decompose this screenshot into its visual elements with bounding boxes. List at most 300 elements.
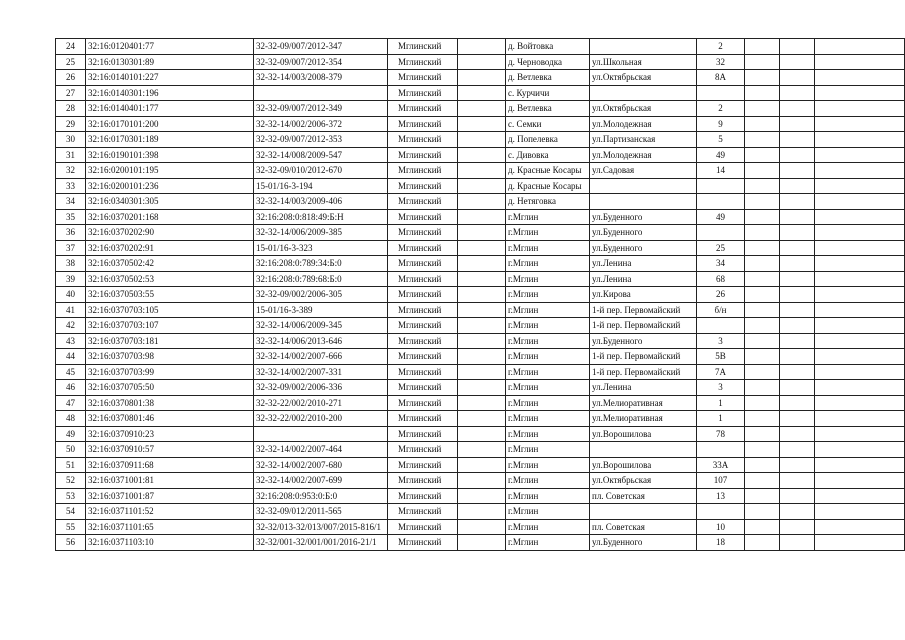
row-number: 46 bbox=[56, 380, 86, 396]
district: Мглинский bbox=[388, 85, 458, 101]
house-number: 32 bbox=[697, 54, 745, 70]
locality: г.Мглин bbox=[506, 473, 590, 489]
empty-cell bbox=[815, 519, 905, 535]
registration-number: 32-32-14/002/2007-680 bbox=[254, 457, 388, 473]
cadastral-number: 32:16:0371103:10 bbox=[86, 535, 254, 551]
cadastral-number: 32:16:0170101:200 bbox=[86, 116, 254, 132]
registration-number: 32:16:208:0:818:49:Б:Н bbox=[254, 209, 388, 225]
empty-cell bbox=[458, 178, 506, 194]
empty-cell bbox=[780, 132, 815, 148]
row-number: 52 bbox=[56, 473, 86, 489]
locality: г.Мглин bbox=[506, 504, 590, 520]
table-row bbox=[56, 85, 905, 101]
empty-cell bbox=[780, 271, 815, 287]
registration-number: 32-32-09/010/2012-670 bbox=[254, 163, 388, 179]
row-number: 43 bbox=[56, 333, 86, 349]
cadastral-number: 32:16:0370911:68 bbox=[86, 457, 254, 473]
empty-cell bbox=[745, 333, 780, 349]
empty-cell bbox=[458, 271, 506, 287]
house-number: 2 bbox=[697, 101, 745, 117]
registration-number: 32-32-09/007/2012-353 bbox=[254, 132, 388, 148]
locality: г.Мглин bbox=[506, 302, 590, 318]
empty-cell bbox=[458, 302, 506, 318]
house-number: 14 bbox=[697, 163, 745, 179]
table-row bbox=[56, 395, 905, 411]
row-number: 29 bbox=[56, 116, 86, 132]
cadastral-number: 32:16:0370202:90 bbox=[86, 225, 254, 241]
locality: г.Мглин bbox=[506, 256, 590, 272]
registration-number: 32:16:208:0:789:34:Б:0 bbox=[254, 256, 388, 272]
house-number bbox=[697, 442, 745, 458]
locality: г.Мглин bbox=[506, 380, 590, 396]
empty-cell bbox=[745, 194, 780, 210]
row-number: 35 bbox=[56, 209, 86, 225]
locality: с. Семки bbox=[506, 116, 590, 132]
district: Мглинский bbox=[388, 101, 458, 117]
registration-number: 32-32-14/006/2009-385 bbox=[254, 225, 388, 241]
empty-cell bbox=[458, 209, 506, 225]
locality: с. Дивовка bbox=[506, 147, 590, 163]
house-number: 13 bbox=[697, 488, 745, 504]
locality: г.Мглин bbox=[506, 426, 590, 442]
table-row bbox=[56, 70, 905, 86]
registration-number: 32-32-09/007/2012-349 bbox=[254, 101, 388, 117]
table-row bbox=[56, 535, 905, 551]
district: Мглинский bbox=[388, 488, 458, 504]
table-row bbox=[56, 39, 905, 55]
table-row bbox=[56, 194, 905, 210]
cadastral-number: 32:16:0370703:105 bbox=[86, 302, 254, 318]
district: Мглинский bbox=[388, 256, 458, 272]
street: пл. Советская bbox=[590, 519, 697, 535]
cadastral-number: 32:16:0370703:99 bbox=[86, 364, 254, 380]
street: ул.Буденного bbox=[590, 333, 697, 349]
row-number: 37 bbox=[56, 240, 86, 256]
table-row bbox=[56, 349, 905, 365]
empty-cell bbox=[815, 535, 905, 551]
empty-cell bbox=[780, 395, 815, 411]
empty-cell bbox=[780, 116, 815, 132]
row-number: 24 bbox=[56, 39, 86, 55]
empty-cell bbox=[458, 333, 506, 349]
table-row bbox=[56, 256, 905, 272]
empty-cell bbox=[815, 504, 905, 520]
empty-cell bbox=[745, 271, 780, 287]
locality: г.Мглин bbox=[506, 535, 590, 551]
street bbox=[590, 194, 697, 210]
registration-number: 32-32-14/002/2007-331 bbox=[254, 364, 388, 380]
cadastral-number: 32:16:0370703:98 bbox=[86, 349, 254, 365]
district: Мглинский bbox=[388, 504, 458, 520]
empty-cell bbox=[780, 473, 815, 489]
cadastral-number: 32:16:0370502:53 bbox=[86, 271, 254, 287]
locality: д. Войтовка bbox=[506, 39, 590, 55]
cadastral-number: 32:16:0370910:57 bbox=[86, 442, 254, 458]
district: Мглинский bbox=[388, 116, 458, 132]
empty-cell bbox=[815, 194, 905, 210]
empty-cell bbox=[780, 426, 815, 442]
empty-cell bbox=[458, 442, 506, 458]
empty-cell bbox=[458, 318, 506, 334]
house-number: 49 bbox=[697, 209, 745, 225]
street: ул.Молодежная bbox=[590, 147, 697, 163]
locality: г.Мглин bbox=[506, 457, 590, 473]
empty-cell bbox=[745, 287, 780, 303]
locality: д. Ветлевка bbox=[506, 70, 590, 86]
empty-cell bbox=[815, 147, 905, 163]
cadastral-number: 32:16:0130301:89 bbox=[86, 54, 254, 70]
empty-cell bbox=[815, 54, 905, 70]
empty-cell bbox=[745, 473, 780, 489]
empty-cell bbox=[780, 333, 815, 349]
empty-cell bbox=[458, 411, 506, 427]
row-number: 44 bbox=[56, 349, 86, 365]
table-row bbox=[56, 178, 905, 194]
table-row bbox=[56, 411, 905, 427]
registration-number: 32-32-14/006/2009-345 bbox=[254, 318, 388, 334]
street: ул.Октябрьская bbox=[590, 473, 697, 489]
district: Мглинский bbox=[388, 302, 458, 318]
empty-cell bbox=[780, 163, 815, 179]
row-number: 47 bbox=[56, 395, 86, 411]
locality: с. Курчичи bbox=[506, 85, 590, 101]
house-number: 68 bbox=[697, 271, 745, 287]
table-row bbox=[56, 116, 905, 132]
house-number: 26 bbox=[697, 287, 745, 303]
empty-cell bbox=[815, 240, 905, 256]
district: Мглинский bbox=[388, 240, 458, 256]
cadastral-number: 32:16:0170301:189 bbox=[86, 132, 254, 148]
empty-cell bbox=[815, 302, 905, 318]
empty-cell bbox=[458, 395, 506, 411]
cadastral-number: 32:16:0370703:107 bbox=[86, 318, 254, 334]
empty-cell bbox=[780, 302, 815, 318]
table-row bbox=[56, 442, 905, 458]
registration-number: 32-32-22/002/2010-271 bbox=[254, 395, 388, 411]
locality: г.Мглин bbox=[506, 349, 590, 365]
empty-cell bbox=[458, 163, 506, 179]
cadastral-number: 32:16:0371101:65 bbox=[86, 519, 254, 535]
empty-cell bbox=[815, 426, 905, 442]
table-row bbox=[56, 209, 905, 225]
district: Мглинский bbox=[388, 457, 458, 473]
empty-cell bbox=[780, 519, 815, 535]
locality: г.Мглин bbox=[506, 225, 590, 241]
house-number: 78 bbox=[697, 426, 745, 442]
table-row bbox=[56, 426, 905, 442]
empty-cell bbox=[780, 488, 815, 504]
row-number: 42 bbox=[56, 318, 86, 334]
empty-cell bbox=[745, 488, 780, 504]
cadastral-number: 32:16:0370703:181 bbox=[86, 333, 254, 349]
registration-number: 32-32-14/002/2007-699 bbox=[254, 473, 388, 489]
empty-cell bbox=[745, 380, 780, 396]
empty-cell bbox=[458, 147, 506, 163]
table-row bbox=[56, 271, 905, 287]
street: ул.Ленина bbox=[590, 256, 697, 272]
empty-cell bbox=[458, 287, 506, 303]
street: 1-й пер. Первомайский bbox=[590, 302, 697, 318]
table-row bbox=[56, 287, 905, 303]
empty-cell bbox=[780, 349, 815, 365]
cadastral-number: 32:16:0140401:177 bbox=[86, 101, 254, 117]
locality: д. Ветлевка bbox=[506, 101, 590, 117]
street: ул.Ленина bbox=[590, 380, 697, 396]
cadastral-number: 32:16:0370801:46 bbox=[86, 411, 254, 427]
empty-cell bbox=[458, 535, 506, 551]
street: ул.Буденного bbox=[590, 535, 697, 551]
row-number: 51 bbox=[56, 457, 86, 473]
empty-cell bbox=[458, 504, 506, 520]
house-number bbox=[697, 318, 745, 334]
empty-cell bbox=[458, 54, 506, 70]
empty-cell bbox=[815, 116, 905, 132]
street: ул.Кирова bbox=[590, 287, 697, 303]
empty-cell bbox=[780, 240, 815, 256]
house-number: 33А bbox=[697, 457, 745, 473]
empty-cell bbox=[815, 271, 905, 287]
registration-number: 32:16:208:0:953:0:Б:0 bbox=[254, 488, 388, 504]
cadastral-number: 32:16:0371101:52 bbox=[86, 504, 254, 520]
cadastral-number: 32:16:0140101:227 bbox=[86, 70, 254, 86]
house-number: 18 bbox=[697, 535, 745, 551]
row-number: 48 bbox=[56, 411, 86, 427]
table-row bbox=[56, 101, 905, 117]
table-row bbox=[56, 147, 905, 163]
empty-cell bbox=[458, 256, 506, 272]
empty-cell bbox=[458, 349, 506, 365]
registration-number: 32-32-09/002/2006-305 bbox=[254, 287, 388, 303]
district: Мглинский bbox=[388, 163, 458, 179]
row-number: 28 bbox=[56, 101, 86, 117]
locality: г.Мглин bbox=[506, 271, 590, 287]
house-number: 3 bbox=[697, 333, 745, 349]
house-number: 7А bbox=[697, 364, 745, 380]
street bbox=[590, 85, 697, 101]
row-number: 26 bbox=[56, 70, 86, 86]
cadastral-number: 32:16:0200101:195 bbox=[86, 163, 254, 179]
district: Мглинский bbox=[388, 333, 458, 349]
empty-cell bbox=[780, 318, 815, 334]
empty-cell bbox=[780, 209, 815, 225]
street: 1-й пер. Первомайский bbox=[590, 364, 697, 380]
empty-cell bbox=[815, 364, 905, 380]
empty-cell bbox=[780, 411, 815, 427]
empty-cell bbox=[745, 240, 780, 256]
street: ул.Ворошилова bbox=[590, 426, 697, 442]
registration-number bbox=[254, 426, 388, 442]
locality: д. Попелевка bbox=[506, 132, 590, 148]
locality: г.Мглин bbox=[506, 488, 590, 504]
street: пл. Советская bbox=[590, 488, 697, 504]
empty-cell bbox=[815, 39, 905, 55]
empty-cell bbox=[815, 411, 905, 427]
registration-number: 32-32-09/007/2012-347 bbox=[254, 39, 388, 55]
house-number: 3 bbox=[697, 380, 745, 396]
table-row bbox=[56, 240, 905, 256]
house-number: 49 bbox=[697, 147, 745, 163]
cadastral-number: 32:16:0120401:77 bbox=[86, 39, 254, 55]
house-number: 9 bbox=[697, 116, 745, 132]
empty-cell bbox=[745, 225, 780, 241]
locality: г.Мглин bbox=[506, 240, 590, 256]
locality: г.Мглин bbox=[506, 333, 590, 349]
locality: д. Красные Косары bbox=[506, 163, 590, 179]
locality: д. Черноводка bbox=[506, 54, 590, 70]
empty-cell bbox=[780, 194, 815, 210]
empty-cell bbox=[780, 256, 815, 272]
street: ул.Молодежная bbox=[590, 116, 697, 132]
row-number: 33 bbox=[56, 178, 86, 194]
registration-number: 32-32-14/003/2008-379 bbox=[254, 70, 388, 86]
table-row bbox=[56, 380, 905, 396]
empty-cell bbox=[815, 225, 905, 241]
empty-cell bbox=[458, 225, 506, 241]
empty-cell bbox=[745, 132, 780, 148]
row-number: 40 bbox=[56, 287, 86, 303]
table-row bbox=[56, 132, 905, 148]
street: ул.Садовая bbox=[590, 163, 697, 179]
district: Мглинский bbox=[388, 147, 458, 163]
cadastral-number: 32:16:0190101:398 bbox=[86, 147, 254, 163]
registration-number: 32-32-14/003/2009-406 bbox=[254, 194, 388, 210]
street bbox=[590, 504, 697, 520]
street: ул.Буденного bbox=[590, 240, 697, 256]
table-row bbox=[56, 318, 905, 334]
house-number: 25 bbox=[697, 240, 745, 256]
registration-number: 32-32/001-32/001/001/2016-21/1 bbox=[254, 535, 388, 551]
district: Мглинский bbox=[388, 364, 458, 380]
locality: г.Мглин bbox=[506, 364, 590, 380]
empty-cell bbox=[815, 70, 905, 86]
street: ул.Мелиоративная bbox=[590, 395, 697, 411]
house-number: 107 bbox=[697, 473, 745, 489]
row-number: 36 bbox=[56, 225, 86, 241]
locality: г.Мглин bbox=[506, 209, 590, 225]
table-row bbox=[56, 333, 905, 349]
empty-cell bbox=[745, 395, 780, 411]
empty-cell bbox=[745, 147, 780, 163]
cadastral-number: 32:16:0370910:23 bbox=[86, 426, 254, 442]
cadastral-number: 32:16:0371001:81 bbox=[86, 473, 254, 489]
empty-cell bbox=[780, 457, 815, 473]
locality: д. Нетяговка bbox=[506, 194, 590, 210]
empty-cell bbox=[458, 70, 506, 86]
row-number: 31 bbox=[56, 147, 86, 163]
house-number bbox=[697, 85, 745, 101]
registration-number: 32-32-14/002/2007-464 bbox=[254, 442, 388, 458]
empty-cell bbox=[458, 194, 506, 210]
table-row bbox=[56, 457, 905, 473]
empty-cell bbox=[780, 364, 815, 380]
locality: г.Мглин bbox=[506, 318, 590, 334]
house-number: 1 bbox=[697, 395, 745, 411]
empty-cell bbox=[815, 395, 905, 411]
registration-number: 32-32-09/012/2011-565 bbox=[254, 504, 388, 520]
house-number: 10 bbox=[697, 519, 745, 535]
row-number: 56 bbox=[56, 535, 86, 551]
empty-cell bbox=[815, 85, 905, 101]
house-number bbox=[697, 178, 745, 194]
empty-cell bbox=[780, 287, 815, 303]
empty-cell bbox=[815, 457, 905, 473]
street: 1-й пер. Первомайский bbox=[590, 318, 697, 334]
empty-cell bbox=[745, 116, 780, 132]
district: Мглинский bbox=[388, 70, 458, 86]
district: Мглинский bbox=[388, 349, 458, 365]
table-row bbox=[56, 473, 905, 489]
locality: г.Мглин bbox=[506, 411, 590, 427]
locality: г.Мглин bbox=[506, 519, 590, 535]
locality: г.Мглин bbox=[506, 395, 590, 411]
district: Мглинский bbox=[388, 39, 458, 55]
house-number: 2 bbox=[697, 39, 745, 55]
empty-cell bbox=[780, 178, 815, 194]
cadastral-number: 32:16:0370503:55 bbox=[86, 287, 254, 303]
district: Мглинский bbox=[388, 225, 458, 241]
cadastral-number: 32:16:0140301:196 bbox=[86, 85, 254, 101]
district: Мглинский bbox=[388, 271, 458, 287]
district: Мглинский bbox=[388, 395, 458, 411]
house-number: б/н bbox=[697, 302, 745, 318]
empty-cell bbox=[745, 457, 780, 473]
registration-number: 32:16:208:0:789:68:Б:0 bbox=[254, 271, 388, 287]
district: Мглинский bbox=[388, 426, 458, 442]
empty-cell bbox=[745, 426, 780, 442]
empty-cell bbox=[458, 364, 506, 380]
empty-cell bbox=[815, 380, 905, 396]
empty-cell bbox=[815, 101, 905, 117]
registration-number: 32-32-14/008/2009-547 bbox=[254, 147, 388, 163]
street: ул.Октябрьская bbox=[590, 70, 697, 86]
registration-number: 15-01/16-3-194 bbox=[254, 178, 388, 194]
cadastral-number: 32:16:0371001:87 bbox=[86, 488, 254, 504]
house-number: 1 bbox=[697, 411, 745, 427]
row-number: 41 bbox=[56, 302, 86, 318]
empty-cell bbox=[815, 442, 905, 458]
district: Мглинский bbox=[388, 473, 458, 489]
cadastral-number: 32:16:0370502:42 bbox=[86, 256, 254, 272]
street: ул.Ворошилова bbox=[590, 457, 697, 473]
cadastral-number: 32:16:0200101:236 bbox=[86, 178, 254, 194]
house-number: 5 bbox=[697, 132, 745, 148]
table-row bbox=[56, 504, 905, 520]
empty-cell bbox=[745, 54, 780, 70]
empty-cell bbox=[745, 163, 780, 179]
empty-cell bbox=[780, 380, 815, 396]
district: Мглинский bbox=[388, 132, 458, 148]
row-number: 49 bbox=[56, 426, 86, 442]
empty-cell bbox=[815, 318, 905, 334]
row-number: 53 bbox=[56, 488, 86, 504]
table-row bbox=[56, 54, 905, 70]
district: Мглинский bbox=[388, 318, 458, 334]
empty-cell bbox=[815, 349, 905, 365]
district: Мглинский bbox=[388, 54, 458, 70]
empty-cell bbox=[815, 287, 905, 303]
empty-cell bbox=[745, 442, 780, 458]
empty-cell bbox=[780, 535, 815, 551]
empty-cell bbox=[815, 178, 905, 194]
property-table bbox=[55, 38, 905, 551]
empty-cell bbox=[745, 70, 780, 86]
table-body bbox=[56, 39, 905, 551]
empty-cell bbox=[780, 39, 815, 55]
row-number: 55 bbox=[56, 519, 86, 535]
district: Мглинский bbox=[388, 519, 458, 535]
street bbox=[590, 442, 697, 458]
house-number: 8А bbox=[697, 70, 745, 86]
